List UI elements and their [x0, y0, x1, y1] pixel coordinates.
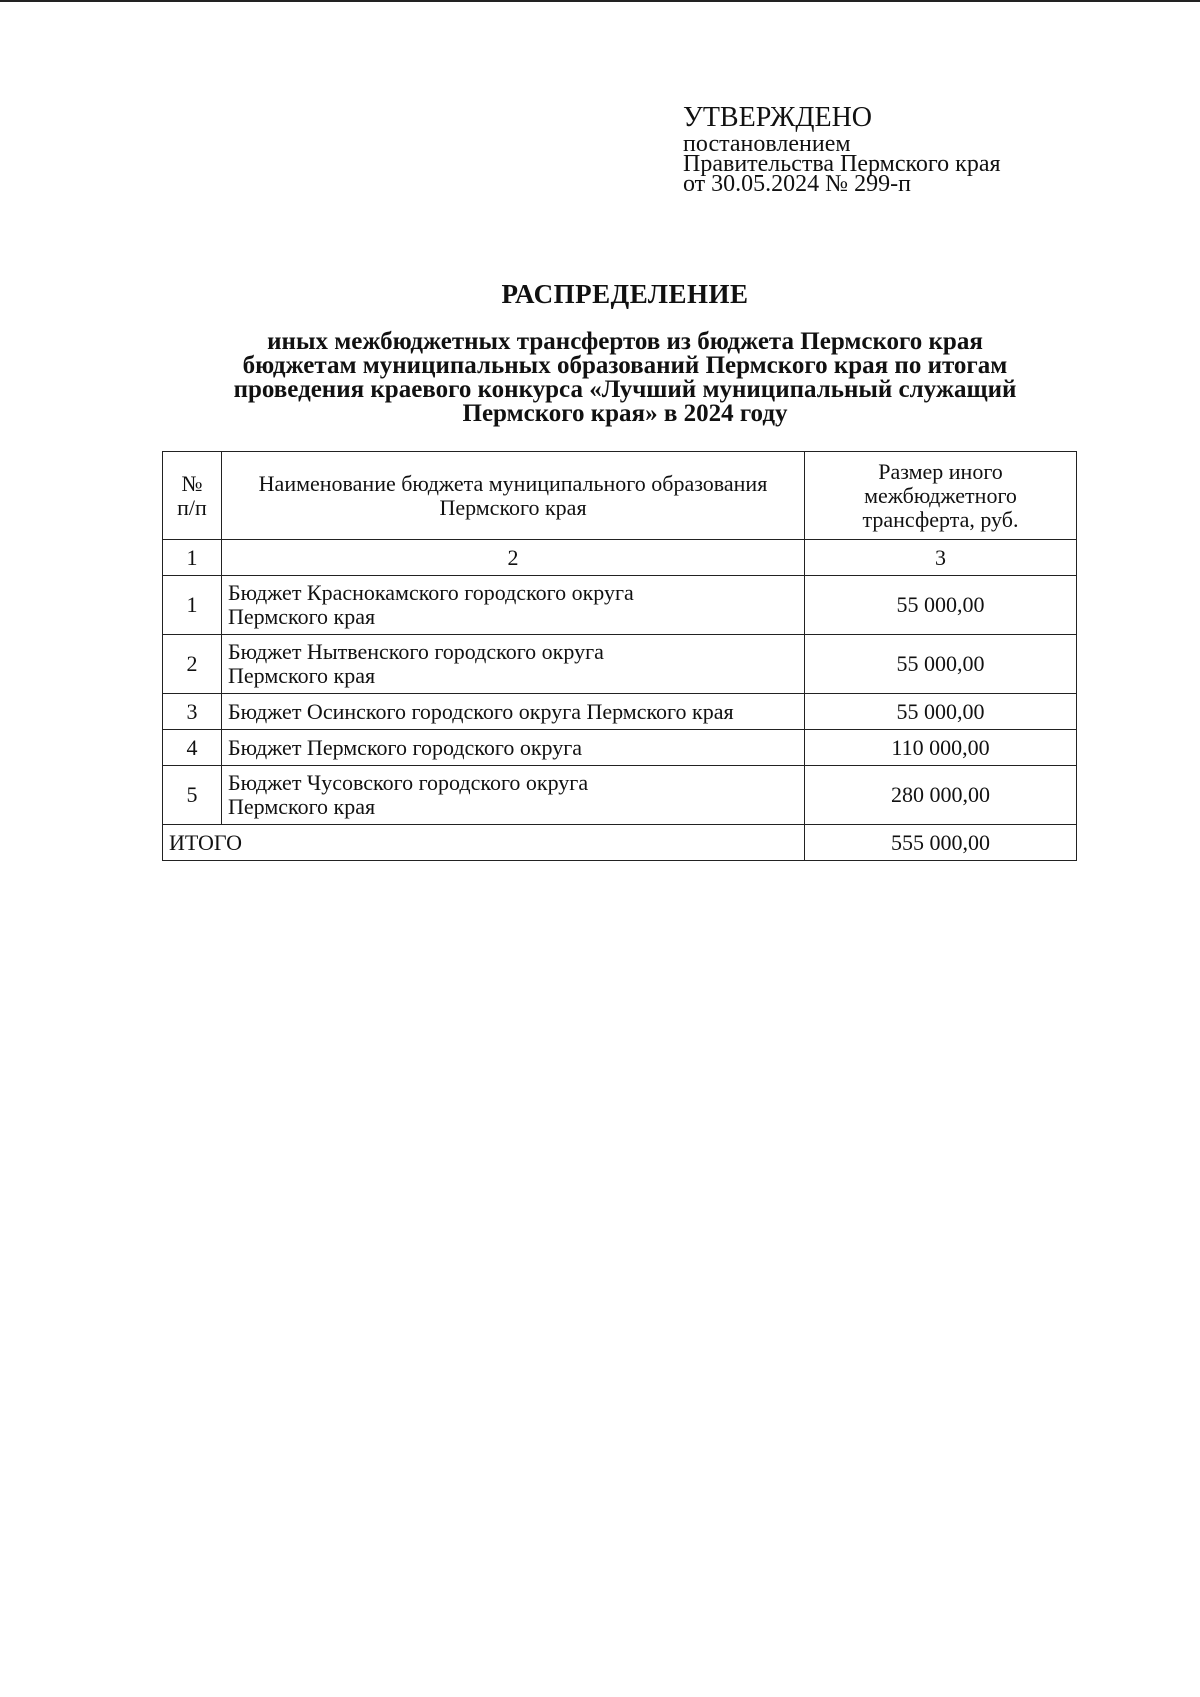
header-name-line-2: Пермского края	[439, 494, 587, 520]
subtitle-line-2: бюджетам муниципальных образований Пермского края по итогам	[242, 352, 1008, 379]
subtitle-line-3: проведения краевого конкурса «Лучший муниципальный служащий	[233, 376, 1017, 403]
row-sum: 55 000,00	[805, 576, 1077, 635]
approval-line-2: Правительства Пермского края	[683, 151, 1001, 177]
table-row	[163, 576, 1077, 635]
header-number-cell	[163, 452, 222, 540]
column-index-3: 3	[805, 540, 1077, 576]
row-budget-name-line-1: Бюджет Нытвенского городского округа	[228, 639, 604, 664]
row-budget-name	[222, 635, 805, 694]
row-number: 2	[163, 635, 222, 694]
approval-line-1: постановлением	[683, 131, 851, 157]
column-index-2: 2	[222, 540, 805, 576]
header-name-line-1: Наименование бюджета муниципального образования	[258, 470, 768, 496]
header-sum-line-1: Размер иного	[878, 458, 1003, 484]
total-sum: 555 000,00	[805, 825, 1077, 861]
row-budget-name-line-2: Пермского края	[228, 663, 376, 688]
table-row	[163, 730, 1077, 766]
column-index-row	[163, 540, 1077, 576]
subtitle-line-4: Пермского края» в 2024 году	[462, 400, 788, 427]
total-label: ИТОГО	[163, 825, 805, 861]
row-budget-name-line-1: Бюджет Краснокамского городского округа	[228, 580, 634, 605]
table-row	[163, 635, 1077, 694]
row-budget-name-line-2: Пермского края	[228, 604, 376, 629]
subtitle-line-1: иных межбюджетных трансфертов из бюджета Пермского края	[267, 328, 983, 355]
approval-stamp: УТВЕРЖДЕНО	[683, 102, 873, 133]
header-sum-cell	[805, 452, 1077, 540]
approval-block	[683, 102, 1001, 197]
distribution-table	[162, 451, 1077, 861]
table-row	[163, 694, 1077, 730]
row-budget-name-line-1: Бюджет Чусовского городского округа	[228, 770, 589, 795]
table-header-row	[163, 452, 1077, 540]
header-sum-line-3: трансферта, руб.	[862, 506, 1019, 532]
header-number-abbr: п/п	[177, 494, 207, 520]
document-title-block	[160, 278, 1090, 426]
header-name-cell	[222, 452, 805, 540]
row-budget-name: Бюджет Осинского городского округа Пермского края	[222, 694, 805, 730]
row-sum: 110 000,00	[805, 730, 1077, 766]
table-row	[163, 766, 1077, 825]
row-sum: 55 000,00	[805, 635, 1077, 694]
row-sum: 280 000,00	[805, 766, 1077, 825]
approval-line-3: от 30.05.2024 № 299-п	[683, 171, 911, 197]
row-budget-name	[222, 766, 805, 825]
column-index-1: 1	[163, 540, 222, 576]
row-budget-name	[222, 576, 805, 635]
row-number: 3	[163, 694, 222, 730]
header-number-symbol: №	[181, 470, 203, 496]
document-subtitle	[160, 330, 1090, 426]
document-title: РАСПРЕДЕЛЕНИЕ	[501, 279, 749, 309]
row-number: 1	[163, 576, 222, 635]
row-sum: 55 000,00	[805, 694, 1077, 730]
row-number: 5	[163, 766, 222, 825]
row-number: 4	[163, 730, 222, 766]
row-budget-name-line-2: Пермского края	[228, 794, 376, 819]
row-budget-name: Бюджет Пермского городского округа	[222, 730, 805, 766]
total-row	[163, 825, 1077, 861]
header-sum-line-2: межбюджетного	[864, 482, 1017, 508]
